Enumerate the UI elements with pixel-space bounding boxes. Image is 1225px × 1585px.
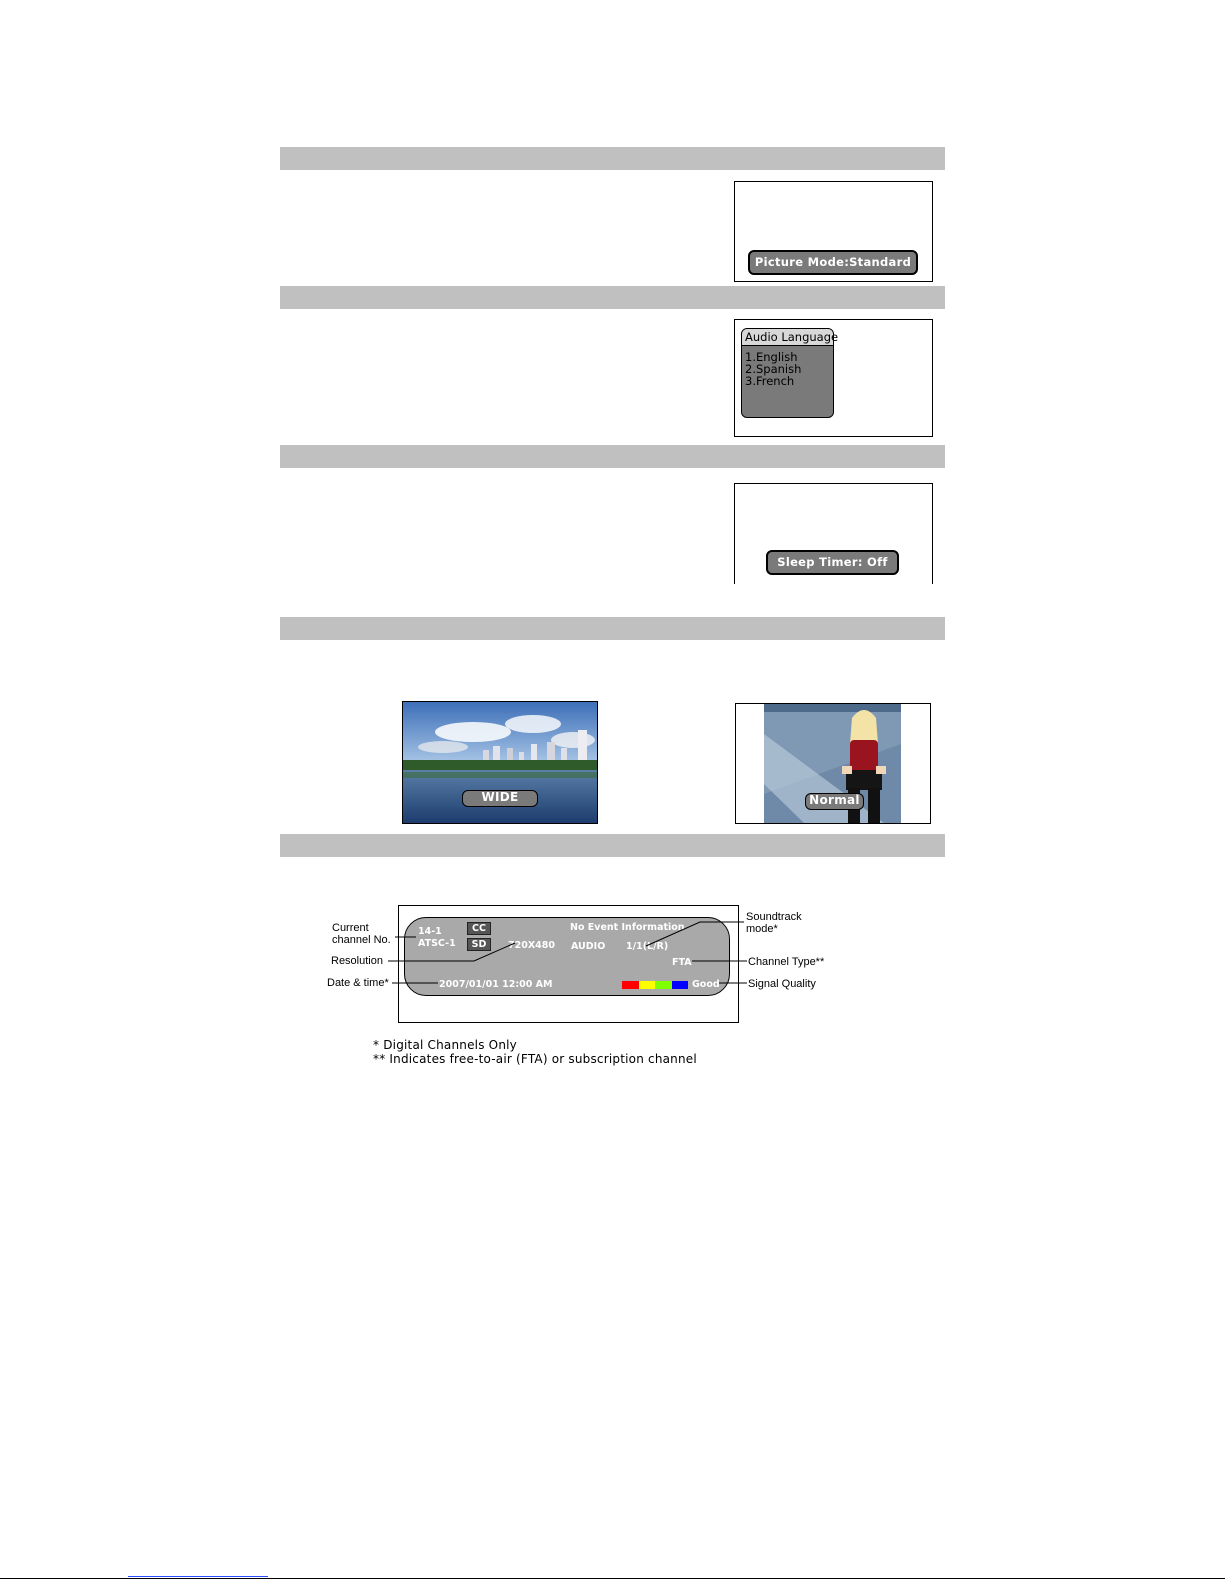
footnote-fta: ** Indicates free-to-air (FTA) or subscription channel (373, 1052, 697, 1066)
callout-soundtrack (746, 911, 802, 935)
footer-link-underline (128, 1576, 268, 1577)
cc-tag: CC (467, 922, 491, 935)
callout-date-time: Date & time* (327, 977, 389, 989)
footnote-digital: * Digital Channels Only (373, 1038, 517, 1052)
callout-text: Current (332, 922, 369, 934)
resolution-text: 720X480 (508, 940, 555, 951)
normal-label-text: Normal (809, 793, 860, 807)
picture-mode-text: Picture Mode:Standard (754, 255, 912, 269)
callout-channel-type: Channel Type** (748, 956, 825, 968)
audio-label: AUDIO (571, 941, 606, 952)
audio-language-item: 3.French (745, 374, 795, 388)
callout-text: channel No. (332, 934, 391, 946)
audio-language-title: Audio Language (742, 329, 833, 346)
channel-type-text: FTA (672, 957, 692, 968)
event-info: No Event Information (570, 922, 685, 933)
channel-number: 14-1 (418, 926, 442, 937)
callout-text: mode* (746, 923, 778, 935)
callout-resolution: Resolution (331, 955, 383, 967)
callout-text: Soundtrack (746, 911, 802, 923)
wide-label-text: WIDE (481, 790, 519, 804)
signal-text: Good (692, 979, 720, 990)
callout-signal-quality: Signal Quality (748, 978, 816, 990)
channel-name: ATSC-1 (418, 938, 456, 949)
audio-language-item: 2.Spanish (745, 362, 802, 376)
sd-tag: SD (467, 938, 491, 951)
sleep-timer-text: Sleep Timer: Off (777, 555, 888, 569)
audio-language-item: 1.English (745, 350, 798, 364)
soundtrack-text: 1/1(L/R) (626, 941, 669, 952)
page-bottom-rule (0, 1578, 1225, 1579)
callout-current-channel (332, 922, 391, 946)
datetime-text: 2007/01/01 12:00 AM (439, 979, 553, 990)
